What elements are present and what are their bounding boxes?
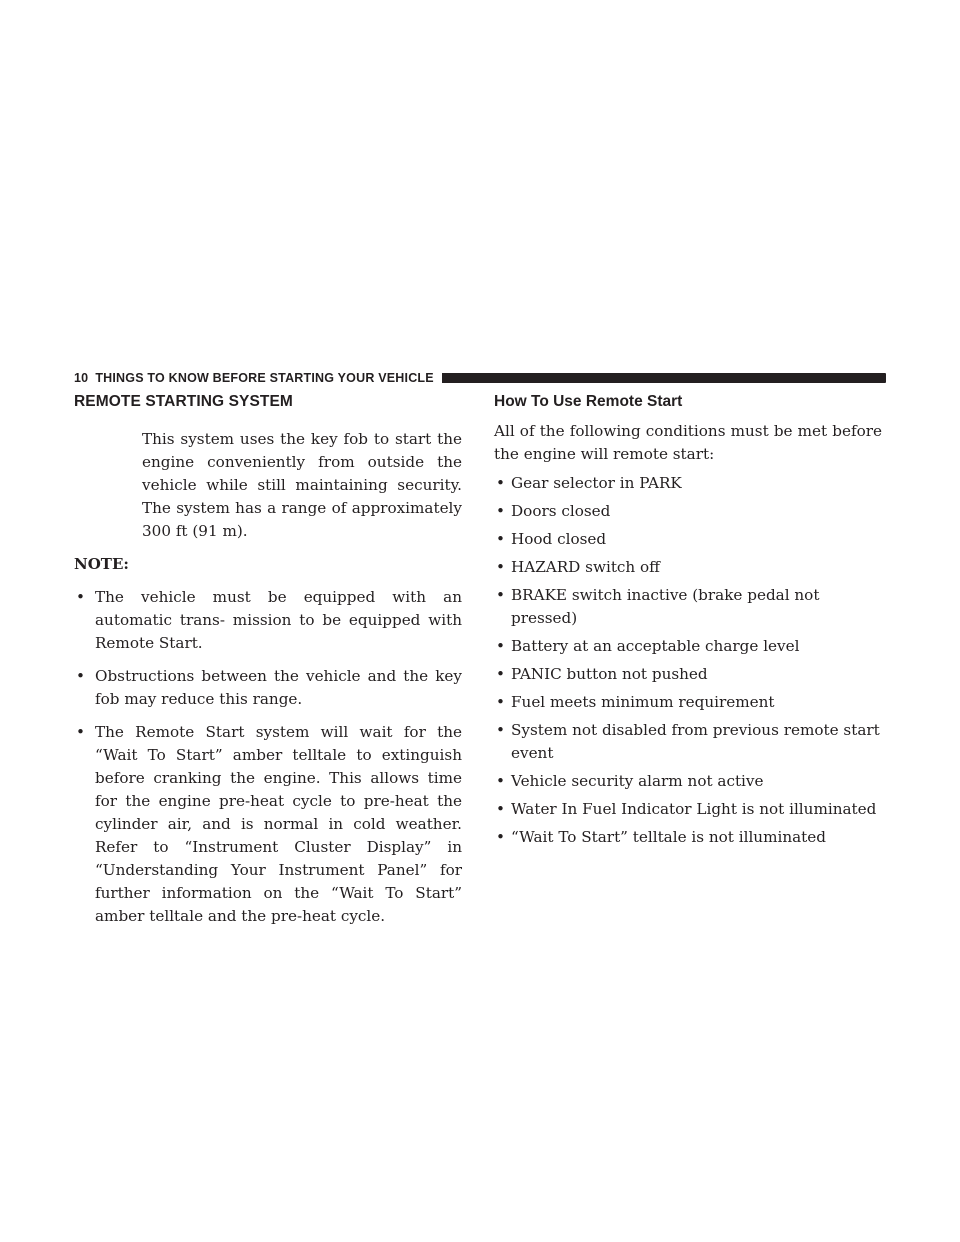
- notes-list: [74, 586, 462, 928]
- page-header: [74, 370, 886, 386]
- list-item-text: “Wait To Start” telltale is not illuminated: [511, 828, 826, 846]
- list-item: [494, 556, 882, 579]
- bullet: •: [496, 502, 505, 520]
- list-item-text: PANIC button not pushed: [511, 665, 708, 683]
- list-item-text: Doors closed: [511, 502, 611, 520]
- section-heading: REMOTE STARTING SYSTEM: [74, 393, 293, 410]
- list-item: [494, 691, 882, 714]
- conditions-intro: All of the following conditions must be met before the engine will remote start:: [494, 422, 882, 463]
- list-item-text: Hood closed: [511, 530, 607, 548]
- list-item-text: The Remote Start system will wait for the “Wait To Start” amber telltale to extinguish before cranking the engine. This allows time for the engine pre-heat cycle to pre-heat the cylinder air, and is normal in cold weather. Refer to “Instrument Cluster Display” in “Understanding Your Instrument Panel” for further information on the “Wait To Start” amber telltale and the pre-heat cycle.: [95, 723, 462, 925]
- bullet: •: [496, 828, 505, 846]
- conditions-list: [494, 472, 882, 849]
- subsection-heading: How To Use Remote Start: [494, 393, 683, 410]
- list-item-text: System not disabled from previous remote start event: [511, 721, 880, 762]
- list-item: [494, 663, 882, 686]
- list-item: [74, 721, 462, 928]
- list-item: [494, 584, 882, 630]
- bullet: •: [496, 530, 505, 548]
- list-item-text: Vehicle security alarm not active: [511, 772, 764, 790]
- list-item: [494, 719, 882, 765]
- header-rule: [442, 373, 886, 383]
- bullet: •: [496, 800, 505, 818]
- list-item: [494, 500, 882, 523]
- list-item: [74, 665, 462, 711]
- list-item: [494, 528, 882, 551]
- bullet: •: [496, 665, 505, 683]
- list-item-text: HAZARD switch off: [511, 558, 660, 576]
- list-item-text: The vehicle must be equipped with an automatic trans- mission to be equipped with Remote Start.: [95, 588, 462, 652]
- bullet: •: [496, 586, 505, 604]
- right-column: [494, 392, 882, 849]
- list-item: [494, 472, 882, 495]
- list-item-text: Fuel meets minimum requirement: [511, 693, 775, 711]
- bullet: •: [496, 693, 505, 711]
- bullet: •: [496, 637, 505, 655]
- list-item: [494, 770, 882, 793]
- bullet: •: [76, 588, 85, 606]
- list-item-text: Battery at an acceptable charge level: [511, 637, 800, 655]
- page-number: 10: [74, 371, 89, 385]
- bullet: •: [496, 721, 505, 739]
- left-column: [74, 392, 462, 928]
- note-label: NOTE:: [74, 555, 129, 573]
- list-item-text: BRAKE switch inactive (brake pedal not pressed): [511, 586, 820, 627]
- intro-paragraph: This system uses the key fob to start the engine conveniently from outside the vehicle while still maintaining security. The system has a range of approximately 300 ft (91 m).: [142, 430, 462, 540]
- list-item: [74, 586, 462, 655]
- list-item: [494, 826, 882, 849]
- bullet: •: [496, 474, 505, 492]
- bullet: •: [76, 667, 85, 685]
- running-title: THINGS TO KNOW BEFORE STARTING YOUR VEHICLE: [95, 371, 434, 385]
- list-item: [494, 798, 882, 821]
- list-item: [494, 635, 882, 658]
- bullet: •: [496, 558, 505, 576]
- list-item-text: Obstructions between the vehicle and the key fob may reduce this range.: [95, 667, 462, 708]
- list-item-text: Water In Fuel Indicator Light is not illuminated: [511, 800, 877, 818]
- list-item-text: Gear selector in PARK: [511, 474, 682, 492]
- bullet: •: [496, 772, 505, 790]
- bullet: •: [76, 723, 85, 741]
